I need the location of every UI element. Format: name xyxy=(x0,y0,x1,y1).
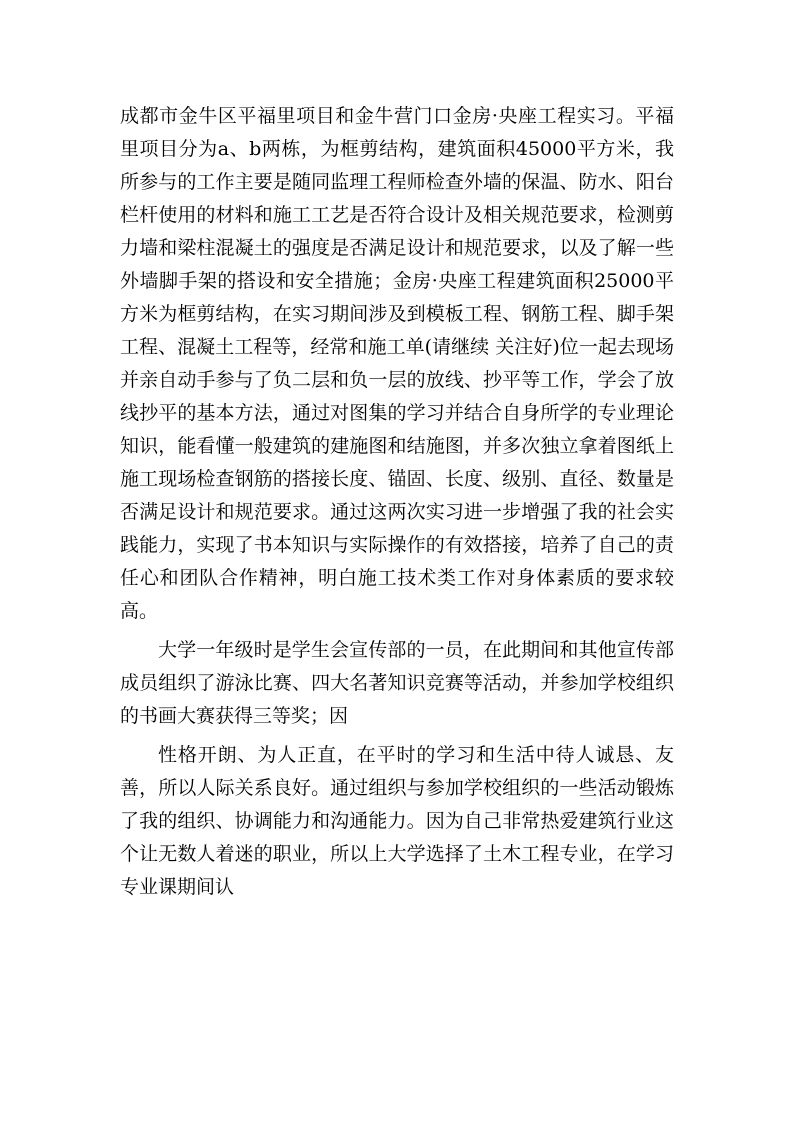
paragraph-personality: 性格开朗、为人正直，在平时的学习和生活中待人诚恳、友善，所以人际关系良好。通过组织与参加学校组织的一些活动锻炼了我的组织、协调能力和沟通能力。因为自己非常热爱建筑行业这个让无数人着迷的职业，所以上大学选择了土木工程专业，在学习专业课期间认 xyxy=(120,744,674,898)
paragraph-student-union: 大学一年级时是学生会宣传部的一员，在此期间和其他宣传部成员组织了游泳比赛、四大名著知识竞赛等活动，并参加学校组织的书画大赛获得三等奖；因 xyxy=(120,639,674,727)
document-body xyxy=(120,100,674,904)
paragraph-internship: 成都市金牛区平福里项目和金牛营门口金房·央座工程实习。平福里项目分为a、b两栋，为框剪结构，建筑面积45000平方米，我所参与的工作主要是随同监理工程师检查外墙的保温、防水、阳台栏杆使用的材料和施工工艺是否符合设计及相关规范要求，检测剪力墙和梁柱混凝土的强度是否满足设计和规范要求，以及了解一些外墙脚手架的搭设和安全措施；金房·央座工程建筑面积25000平方米为框剪结构，在实习期间涉及到模板工程、钢筋工程、脚手架工程、混凝土工程等，经常和施工单(请继续 关注好)位一起去现场并亲自动手参与了负二层和负一层的放线、抄平等工作，学会了放线抄平的基本方法，通过对图集的学习并结合自身所学的专业理论知识，能看懂一般建筑的建施图和结施图，并多次独立拿着图纸上施工现场检查钢筋的搭接长度、锚固、长度、级别、直径、数量是否满足设计和规范要求。通过这两次实习进一步增强了我的社会实践能力，实现了书本知识与实际操作的有效搭接，培养了自己的责任心和团队合作精神，明白施工技术类工作对身体素质的要求较高。 xyxy=(120,105,674,622)
